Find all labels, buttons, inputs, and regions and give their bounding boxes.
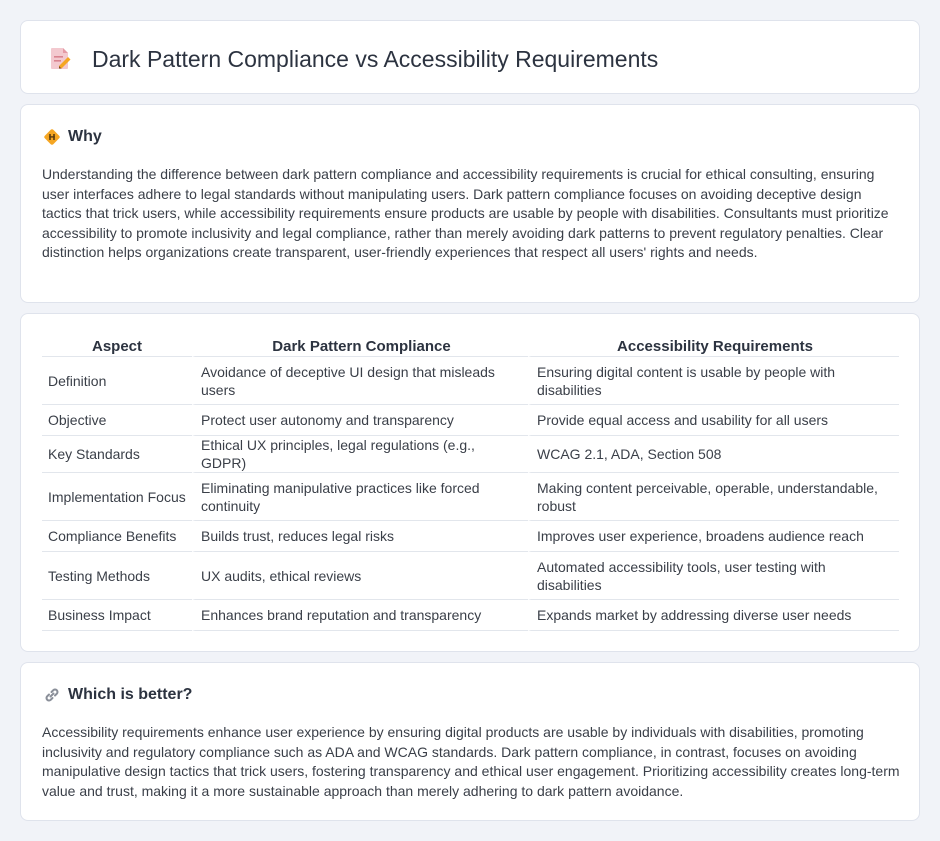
cell-dark-pattern: Enhances brand reputation and transparency xyxy=(192,600,528,631)
cell-accessibility: WCAG 2.1, ADA, Section 508 xyxy=(528,436,899,473)
cell-aspect: Testing Methods xyxy=(42,552,192,600)
page-title: Dark Pattern Compliance vs Accessibility Requirements xyxy=(92,46,659,72)
cell-dark-pattern: UX audits, ethical reviews xyxy=(192,552,528,600)
which-is-better-heading: Which is better? xyxy=(68,686,193,703)
diamond-road-sign-icon xyxy=(43,128,61,146)
cell-dark-pattern: Eliminating manipulative practices like forced continuity xyxy=(192,473,528,521)
table-row xyxy=(42,405,899,436)
which-is-better-section xyxy=(20,662,920,821)
table-row xyxy=(42,521,899,552)
cell-accessibility: Expands market by addressing diverse user needs xyxy=(528,600,899,631)
table-row xyxy=(42,552,899,600)
header-aspect: Aspect xyxy=(42,336,192,357)
cell-dark-pattern: Builds trust, reduces legal risks xyxy=(192,521,528,552)
cell-dark-pattern: Avoidance of deceptive UI design that misleads users xyxy=(192,357,528,405)
cell-accessibility: Making content perceivable, operable, understandable, robust xyxy=(528,473,899,521)
cell-aspect: Objective xyxy=(42,405,192,436)
comparison-table xyxy=(42,336,899,631)
why-text: Understanding the difference between dark pattern compliance and accessibility requirements is crucial for ethical consulting, ensuring user interfaces adhere to legal standards without manipulating users. Dark pattern compliance focuses on avoiding deceptive design tactics that trick users, while accessibility requirements ensure products are usable by people with disabilities. Consultants must prioritize accessibility to promote inclusivity and legal compliance, rather than merely avoiding dark patterns to prevent regulatory penalties. Clear distinction helps organizations create transparent, user-friendly experiences that respect all users' rights and needs. xyxy=(42,166,889,261)
cell-accessibility: Provide equal access and usability for all users xyxy=(528,405,899,436)
comparison-table-card xyxy=(20,313,920,652)
which-is-better-text: Accessibility requirements enhance user experience by ensuring digital products are usable by individuals with disabilities, promoting inclusivity and regulatory compliance such as ADA and WCAG standards. Dark pattern compliance, in contrast, focuses on avoiding manipulative design tactics that trick users, fostering transparency and ethical user engagement. Prioritizing accessibility creates long-term value and trust, making it a more sustainable approach than merely adhering to dark pattern avoidance. xyxy=(42,724,900,799)
table-row xyxy=(42,600,899,631)
why-heading: Why xyxy=(68,128,102,145)
table-row xyxy=(42,357,899,405)
cell-aspect: Business Impact xyxy=(42,600,192,631)
document-edit-icon xyxy=(47,45,73,71)
cell-dark-pattern: Ethical UX principles, legal regulations (e.g., GDPR) xyxy=(192,436,528,473)
table-header-row xyxy=(42,336,899,357)
link-icon xyxy=(43,686,61,704)
header-dark-pattern: Dark Pattern Compliance xyxy=(192,336,528,357)
why-section xyxy=(20,104,920,303)
cell-accessibility: Improves user experience, broadens audience reach xyxy=(528,521,899,552)
header-accessibility: Accessibility Requirements xyxy=(528,336,899,357)
cell-aspect: Definition xyxy=(42,357,192,405)
cell-accessibility: Ensuring digital content is usable by people with disabilities xyxy=(528,357,899,405)
cell-aspect: Implementation Focus xyxy=(42,473,192,521)
cell-aspect: Compliance Benefits xyxy=(42,521,192,552)
header-card xyxy=(20,20,920,94)
cell-aspect: Key Standards xyxy=(42,436,192,473)
cell-accessibility: Automated accessibility tools, user testing with disabilities xyxy=(528,552,899,600)
cell-dark-pattern: Protect user autonomy and transparency xyxy=(192,405,528,436)
table-row xyxy=(42,473,899,521)
table-row xyxy=(42,436,899,473)
